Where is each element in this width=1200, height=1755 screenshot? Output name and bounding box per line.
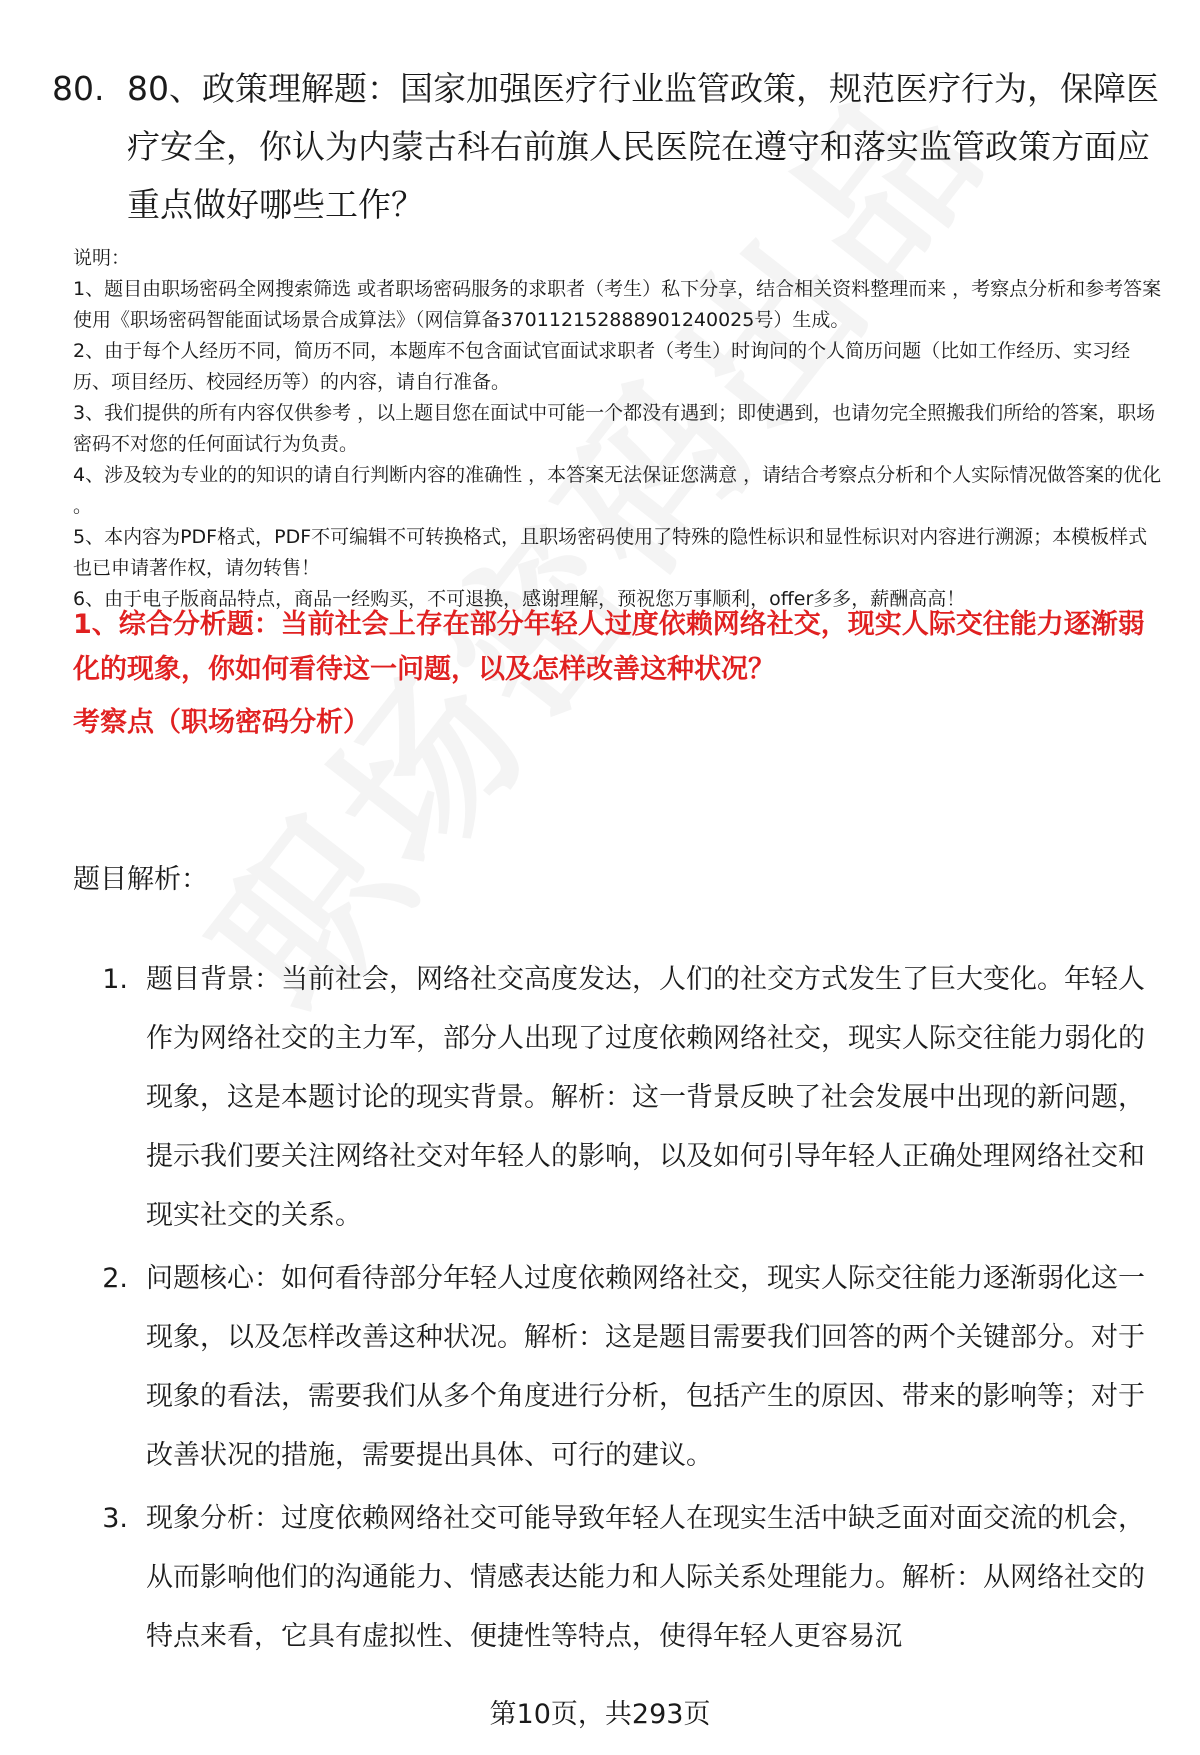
note-item: 2、由于每个人经历不同，简历不同，本题库不包含面试官面试求职者（考生）时询问的个人简历问题（比如工作经历、实习经历、项目经历、校园经历等）的内容，请自行准备。 [73,340,1131,393]
list-item [73,1489,1163,1666]
note-item: 1、题目由职场密码全网搜索筛选 或者职场密码服务的求职者（考生）私下分享，结合相关资料整理而来 ，考察点分析和参考答案使用《职场密码智能面试场景合成算法》（网信算备370112152888901240025号）生成。 [73,278,1162,331]
note-item: 3、我们提供的所有内容仅供参考 ，以上题目您在面试中可能一个都没有遇到；即使遇到，也请勿完全照搬我们所给的答案，职场密码不对您的任何面试行为负责。 [73,402,1156,455]
list-item-number: 2. [102,1263,128,1294]
question-block [52,60,1162,234]
analysis-label: 题目解析： [73,864,208,895]
note-item: 5、本内容为PDF格式，PDF不可编辑不可转换格式，且职场密码使用了特殊的隐性标识和显性标识对内容进行溯源；本模板样式也已申请著作权，请勿转售！ [73,526,1148,579]
page-footer: 第10页，共293页 [489,1699,711,1730]
note-item: 4、涉及较为专业的的知识的请自行判断内容的准确性 ，本答案无法保证您满意 ，请结合考察点分析和个人实际情况做答案的优化 。 [73,464,1162,517]
list-item-number: 3. [102,1503,128,1534]
list-item [73,950,1163,1245]
list-item-text: 题目背景：当前社会，网络社交高度发达，人们的社交方式发生了巨大变化。年轻人作为网络社交的主力军，部分人出现了过度依赖网络社交，现实人际交往能力弱化的现象，这是本题讨论的现实背景。解析：这一背景反映了社会发展中出现的新问题，提示我们要关注网络社交对年轻人的影响，以及如何引导年轻人正确处理网络社交和现实社交的关系。 [146,964,1145,1231]
question-number: 80. [52,69,105,108]
notes-section [73,243,1163,615]
list-item-text: 问题核心：如何看待部分年轻人过度依赖网络社交，现实人际交往能力逐渐弱化这一现象，以及怎样改善这种状况。解析：这是题目需要我们回答的两个关键部分。对于现象的看法，需要我们从多个角度进行分析，包括产生的原因、带来的影响等；对于改善状况的措施，需要提出具体、可行的建议。 [146,1263,1145,1471]
notes-title: 说明： [73,247,131,269]
list-item-number: 1. [102,964,128,995]
list-item-text: 现象分析：过度依赖网络社交可能导致年轻人在现实生活中缺乏面对面交流的机会，从而影响他们的沟通能力、情感表达能力和人际关系处理能力。解析：从网络社交的特点来看，它具有虚拟性、便捷性等特点，使得年轻人更容易沉 [146,1503,1145,1652]
question-text: 80、政策理解题：国家加强医疗行业监管政策，规范医疗行为，保障医疗安全，你认为内蒙古科右前旗人民医院在遵守和落实监管政策方面应重点做好哪些工作？ [127,69,1159,224]
list-item [73,1249,1163,1485]
section-heading: 1、综合分析题：当前社会上存在部分年轻人过度依赖网络社交，现实人际交往能力逐渐弱化的现象，你如何看待这一问题，以及怎样改善这种状况？ [73,609,1145,685]
analysis-list [73,950,1163,1670]
note-item: 6、由于电子版商品特点，商品一经购买，不可退换，感谢理解，预祝您万事顺利，offer多多，薪酬高高！ [73,588,966,610]
section-subheading: 考察点（职场密码分析） [73,707,370,738]
